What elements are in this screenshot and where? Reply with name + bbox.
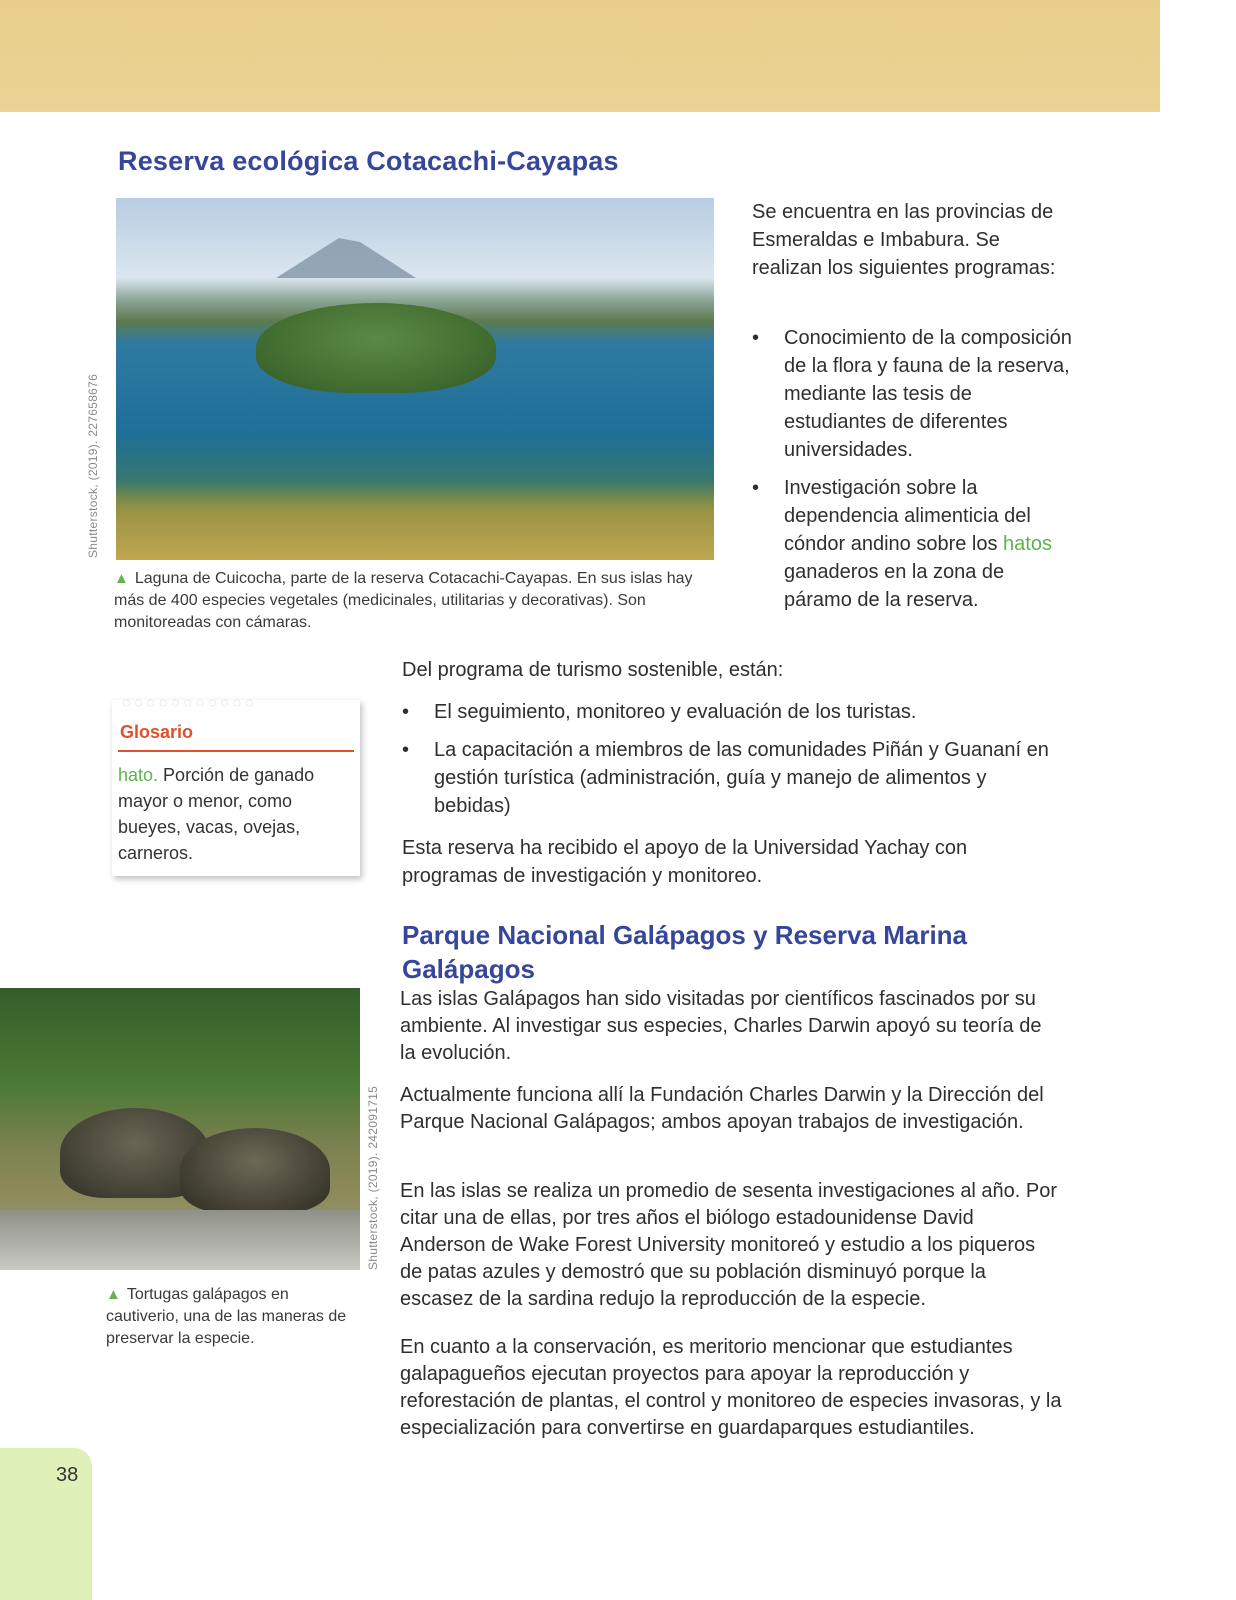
page-number: 38 [56, 1464, 79, 1486]
volcano-shape [276, 238, 416, 278]
lake-photo [116, 198, 714, 560]
galapagos-paragraph-2: Actualmente funciona allí la Fundación Charles Darwin y la Dirección del Parque Nacional Galápagos; ambos apoyan trabajos de investigación. [400, 1084, 1044, 1133]
spiral-rings: ◌◌◌◌◌◌◌◌◌◌◌ [122, 694, 258, 710]
list-item [402, 736, 1062, 820]
glossary-definition: Porción de ganado mayor o menor, como bueyes, vacas, ovejas, carneros. [118, 765, 315, 863]
tourism-bullet-1: El seguimiento, monitoreo y evaluación de los turistas. [434, 701, 917, 723]
bullet-dot: • [402, 739, 410, 761]
tourism-intro: Del programa de turismo sostenible, están: [402, 659, 784, 681]
glossary-title: Glosario [120, 722, 194, 742]
glossary-term: hato. [118, 765, 159, 785]
galapagos-paragraph-3: En las islas se realiza un promedio de sesenta investigaciones al año. Por citar una de ellas, por tres años el biólogo estadounidense David Anderson de Wake Forest University monitoreó y estudio a los piqueros de patas azules y demostró que su población disminuyó porque la escasez de la sardina redujo la reproducción de la especie. [400, 1180, 1058, 1310]
triangle-icon: ▲ [106, 1286, 121, 1303]
list-item [752, 324, 1072, 464]
galapagos-paragraph-4: En cuanto a la conservación, es meritorio mencionar que estudiantes galapagueños ejecutan proyectos para apoyar la reproducción y reforestación de plantas, el control y monitoreo de especies invasoras, y la especialización para convertirse en guardaparques estudiantiles. [400, 1336, 1062, 1439]
bullet-dot: • [752, 477, 760, 499]
program-bullet-2-a: Investigación sobre la dependencia alimenticia del cóndor andino sobre los [784, 477, 1031, 555]
galapagos-paragraph-1: Las islas Galápagos han sido visitadas por científicos fascinados por su ambiente. Al investigar sus especies, Charles Darwin apoyó su teoría de la evolución. [400, 988, 1042, 1064]
bullet-dot: • [752, 327, 760, 349]
tortoise-photo [0, 988, 360, 1270]
rocks-shape [0, 1210, 360, 1270]
tourism-list [402, 698, 1062, 830]
top-color-band [0, 0, 1160, 112]
island-shape [256, 303, 496, 393]
tortoise-shape-2 [180, 1128, 330, 1213]
list-item [752, 474, 1072, 614]
glossary-divider [118, 750, 354, 752]
programs-list [752, 324, 1072, 624]
reserve-intro: Se encuentra en las provincias de Esmeraldas e Imbabura. Se realizan los siguientes programas: [752, 201, 1056, 279]
tortoise-caption-text: Tortugas galápagos en cautiverio, una de las maneras de preservar la especie. [106, 1286, 347, 1347]
program-bullet-1: Conocimiento de la composición de la flora y fauna de la reserva, mediante las tesis de estudiantes de diferentes universidades. [784, 327, 1072, 461]
section-title-galapagos: Parque Nacional Galápagos y Reserva Marina Galápagos [402, 920, 968, 984]
photo-credit-tortoise: Shutterstock, (2019). 242091715 [366, 1085, 380, 1270]
list-item [402, 698, 1062, 726]
glossary-term-link[interactable]: hatos [1003, 533, 1052, 555]
section-title-cotacachi: Reserva ecológica Cotacachi-Cayapas [118, 146, 619, 176]
photo-credit-lake: Shutterstock, (2019). 227658676 [86, 373, 100, 558]
bullet-dot: • [402, 701, 410, 723]
program-bullet-2-b: ganaderos en la zona de páramo de la reserva. [784, 561, 1005, 611]
yachay-support: Esta reserva ha recibido el apoyo de la Universidad Yachay con programas de investigación y monitoreo. [402, 837, 968, 887]
page-right-margin [1160, 0, 1236, 1600]
glossary-box [112, 694, 360, 876]
lake-caption [114, 568, 714, 634]
glossary-entry [118, 762, 348, 866]
tourism-bullet-2: La capacitación a miembros de las comunidades Piñán y Guananí en gestión turística (administración, guía y manejo de alimentos y bebidas) [434, 739, 1049, 817]
lake-caption-text: Laguna de Cuicocha, parte de la reserva Cotacachi-Cayapas. En sus islas hay más de 400 especies vegetales (medicinales, utilitarias y decorativas). Son monitoreadas con cámaras. [114, 570, 693, 631]
triangle-icon: ▲ [114, 570, 129, 587]
tortoise-caption [106, 1284, 356, 1350]
shore-shape [116, 480, 714, 560]
